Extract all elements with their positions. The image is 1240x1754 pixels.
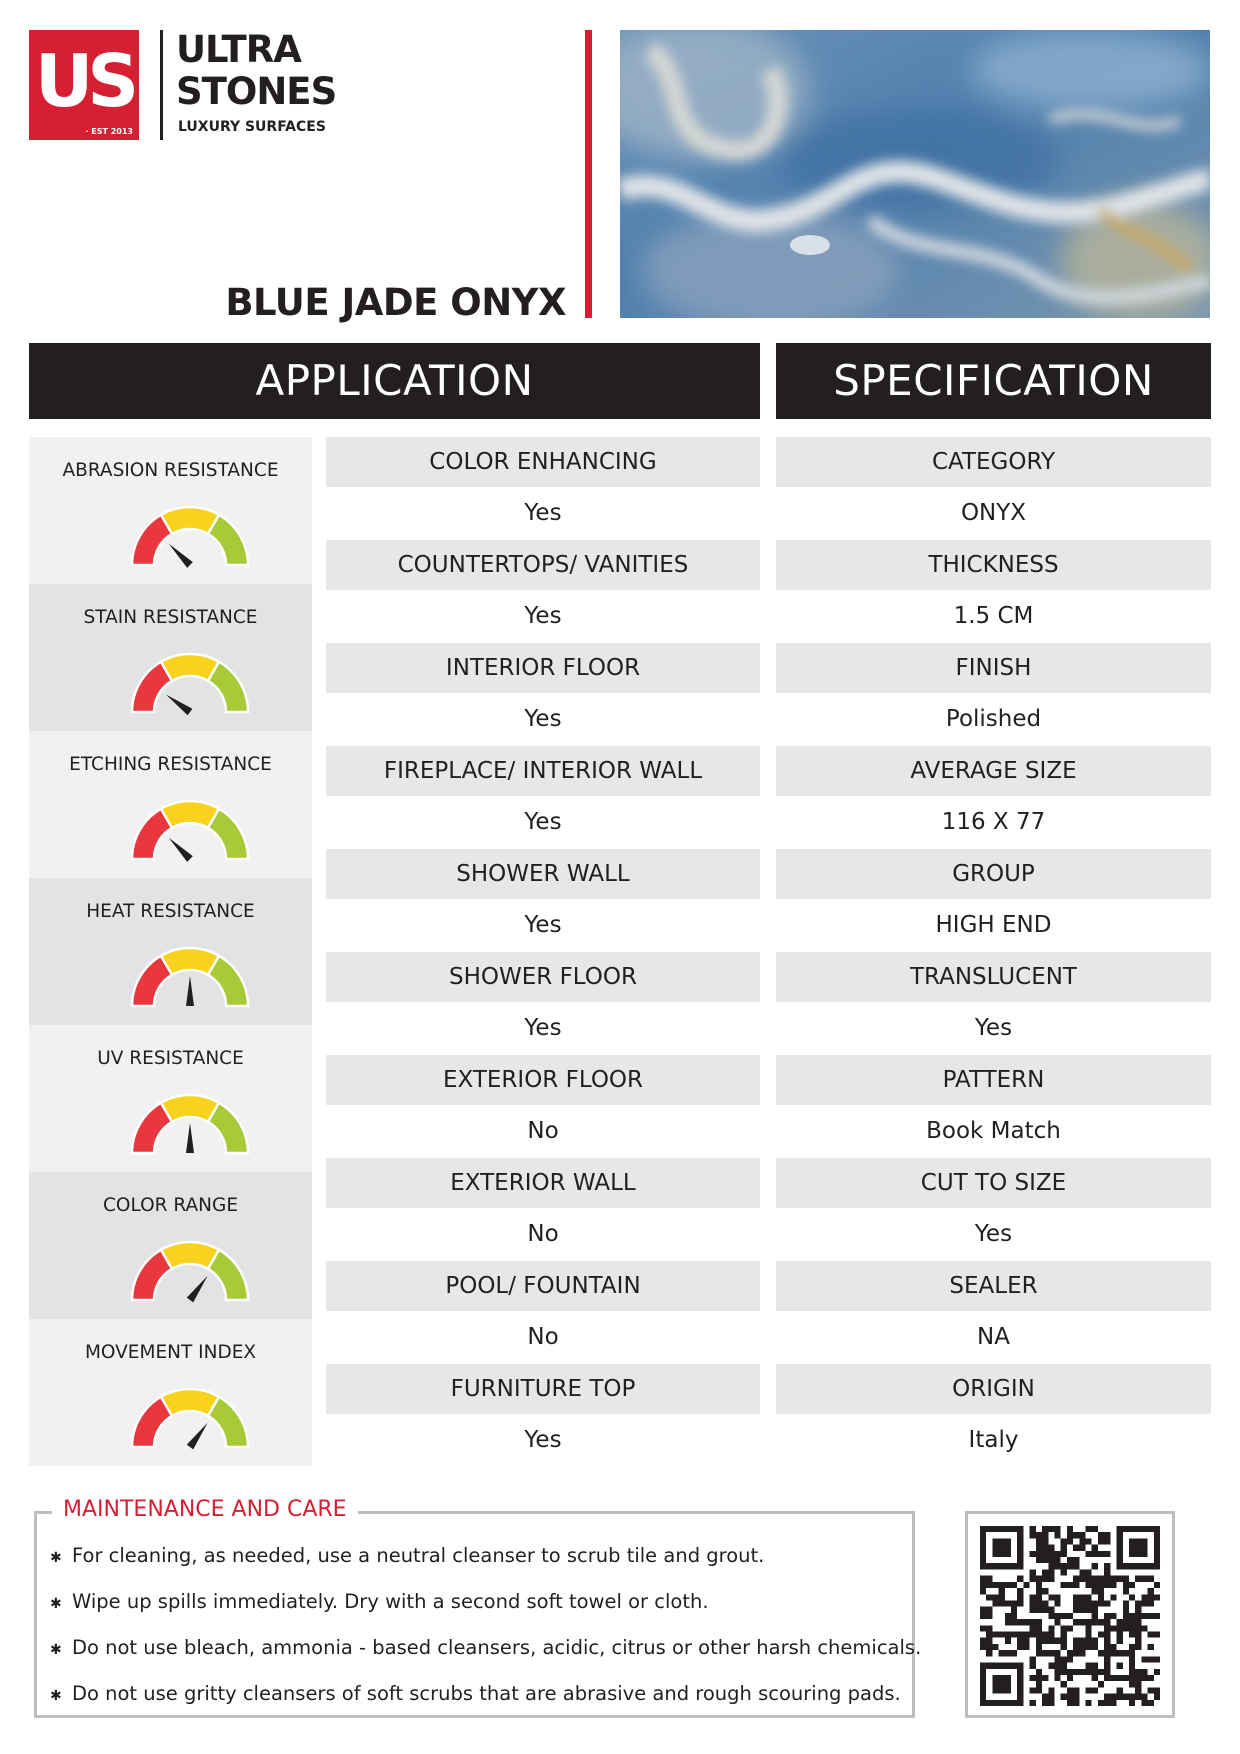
gauge-needle bbox=[166, 694, 193, 715]
gauge-dial bbox=[125, 1234, 255, 1308]
spec-name: TRANSLUCENT bbox=[776, 952, 1211, 1002]
gauge-dial bbox=[125, 1087, 255, 1161]
application-value: Yes bbox=[524, 706, 562, 732]
application-name: COUNTERTOPS/ VANITIES bbox=[326, 540, 760, 590]
maintenance-text: Wipe up spills immediately. Dry with a second soft towel or cloth. bbox=[72, 1590, 709, 1613]
accent-divider bbox=[585, 30, 592, 318]
spec-value: Book Match bbox=[926, 1118, 1061, 1144]
spec-value: Italy bbox=[968, 1427, 1019, 1453]
qr-code-icon[interactable] bbox=[980, 1526, 1160, 1706]
spec-value: HIGH END bbox=[935, 912, 1052, 938]
application-value: No bbox=[527, 1221, 559, 1247]
application-name: FURNITURE TOP bbox=[326, 1364, 760, 1414]
product-title: BLUE JADE ONYX bbox=[225, 281, 566, 324]
application-value: No bbox=[527, 1324, 559, 1350]
application-name: SHOWER FLOOR bbox=[326, 952, 760, 1002]
spec-value: 116 X 77 bbox=[941, 809, 1046, 835]
application-name: COLOR ENHANCING bbox=[326, 437, 760, 487]
maintenance-text: Do not use gritty cleansers of soft scrubs that are abrasive and rough scouring pads. bbox=[72, 1682, 901, 1705]
qr-code-frame[interactable] bbox=[965, 1511, 1175, 1718]
gauge-high-segment bbox=[208, 1397, 248, 1447]
gauge-high-segment bbox=[208, 809, 248, 859]
application-name: INTERIOR FLOOR bbox=[326, 643, 760, 693]
gauge-label: STAIN RESISTANCE bbox=[83, 607, 258, 628]
maintenance-text: For cleaning, as needed, use a neutral cleanser to scrub tile and grout. bbox=[72, 1544, 765, 1567]
maintenance-item bbox=[50, 1626, 922, 1672]
application-name: EXTERIOR FLOOR bbox=[326, 1055, 760, 1105]
gauge-dial bbox=[125, 499, 255, 573]
spec-name: AVERAGE SIZE bbox=[776, 746, 1211, 796]
spec-name: PATTERN bbox=[776, 1055, 1211, 1105]
spec-value: Yes bbox=[974, 1015, 1013, 1041]
gauge-dial bbox=[125, 793, 255, 867]
brand-name-line2: STONES bbox=[176, 70, 337, 113]
gauge-high-segment bbox=[208, 1250, 248, 1300]
application-value: Yes bbox=[524, 603, 562, 629]
spec-name: FINISH bbox=[776, 643, 1211, 693]
brand-name-line1: ULTRA bbox=[176, 28, 301, 71]
brand-logo bbox=[29, 30, 139, 140]
gauge-stain-resistance bbox=[29, 584, 312, 731]
spec-name: CUT TO SIZE bbox=[776, 1158, 1211, 1208]
spec-name: SEALER bbox=[776, 1261, 1211, 1311]
logo-letters: US bbox=[34, 39, 134, 123]
resistance-gauges bbox=[29, 437, 312, 1466]
gauge-label: ABRASION RESISTANCE bbox=[62, 460, 279, 481]
application-header: APPLICATION bbox=[29, 343, 760, 419]
application-name: EXTERIOR WALL bbox=[326, 1158, 760, 1208]
application-name: FIREPLACE/ INTERIOR WALL bbox=[326, 746, 760, 796]
logo-divider bbox=[160, 30, 163, 140]
gauge-label: UV RESISTANCE bbox=[97, 1048, 244, 1069]
gauge-needle bbox=[169, 838, 193, 862]
gauge-color-range bbox=[29, 1172, 312, 1319]
spec-value: Polished bbox=[945, 706, 1042, 732]
gauge-dial bbox=[125, 1381, 255, 1455]
spec-name: GROUP bbox=[776, 849, 1211, 899]
specification-header: SPECIFICATION bbox=[776, 343, 1211, 419]
application-value: Yes bbox=[524, 1015, 562, 1041]
bullet-icon: ✱ bbox=[50, 1642, 62, 1658]
stone-photo bbox=[620, 30, 1210, 318]
gauge-needle bbox=[186, 976, 194, 1006]
application-name: POOL/ FOUNTAIN bbox=[326, 1261, 760, 1311]
maintenance-list bbox=[50, 1534, 922, 1718]
gauge-dial bbox=[125, 646, 255, 720]
maintenance-text: Do not use bleach, ammonia - based cleansers, acidic, citrus or other harsh chemicals. bbox=[72, 1636, 922, 1659]
application-name: SHOWER WALL bbox=[326, 849, 760, 899]
gauge-heat-resistance bbox=[29, 878, 312, 1025]
gauge-label: MOVEMENT INDEX bbox=[84, 1342, 257, 1363]
maintenance-title: MAINTENANCE AND CARE bbox=[52, 1496, 358, 1524]
gauge-label: ETCHING RESISTANCE bbox=[69, 754, 272, 775]
logo-established: · EST 2013 bbox=[85, 127, 133, 136]
gauge-label: COLOR RANGE bbox=[102, 1195, 239, 1216]
brand-tagline: LUXURY SURFACES bbox=[178, 119, 326, 135]
application-value: No bbox=[527, 1118, 559, 1144]
spec-value: NA bbox=[977, 1324, 1010, 1350]
gauge-movement-index bbox=[29, 1319, 312, 1466]
maintenance-item bbox=[50, 1672, 910, 1718]
gauge-high-segment bbox=[208, 662, 248, 712]
application-table bbox=[326, 437, 760, 1467]
application-value: Yes bbox=[524, 809, 562, 835]
application-value: Yes bbox=[524, 1427, 562, 1453]
gauge-high-segment bbox=[208, 515, 248, 565]
bullet-icon: ✱ bbox=[50, 1688, 62, 1704]
maintenance-item bbox=[50, 1534, 910, 1580]
bullet-icon: ✱ bbox=[50, 1596, 62, 1612]
gauge-etching-resistance bbox=[29, 731, 312, 878]
gauge-needle bbox=[186, 1123, 194, 1153]
specification-table bbox=[776, 437, 1211, 1467]
maintenance-item bbox=[50, 1580, 910, 1626]
gauge-label: HEAT RESISTANCE bbox=[86, 901, 255, 922]
spec-value: ONYX bbox=[960, 500, 1027, 526]
gauge-high-segment bbox=[208, 1103, 248, 1153]
spec-name: THICKNESS bbox=[776, 540, 1211, 590]
gauge-high-segment bbox=[208, 956, 248, 1006]
gauge-abrasion-resistance bbox=[29, 437, 312, 584]
application-value: Yes bbox=[524, 912, 562, 938]
spec-value: Yes bbox=[974, 1221, 1013, 1247]
application-value: Yes bbox=[524, 500, 562, 526]
gauge-needle bbox=[187, 1423, 208, 1450]
spec-name: CATEGORY bbox=[776, 437, 1211, 487]
gauge-dial bbox=[125, 940, 255, 1014]
bullet-icon: ✱ bbox=[50, 1550, 62, 1566]
gauge-needle bbox=[169, 544, 193, 568]
spec-name: ORIGIN bbox=[776, 1364, 1211, 1414]
spec-value: 1.5 CM bbox=[953, 603, 1034, 629]
gauge-uv-resistance bbox=[29, 1025, 312, 1172]
gauge-needle bbox=[187, 1276, 208, 1303]
